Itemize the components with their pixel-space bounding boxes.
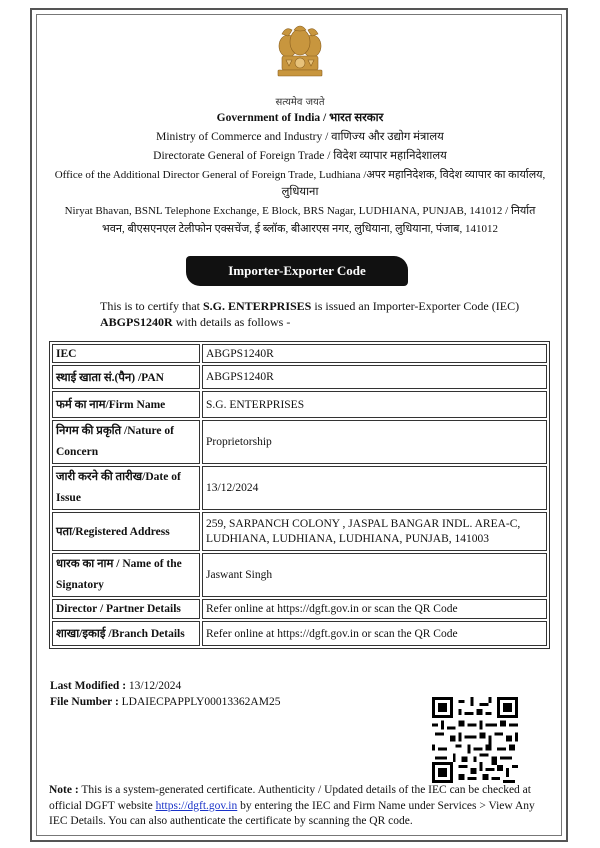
file-meta bbox=[50, 678, 280, 710]
row-label: शाखा/इकाई /Branch Details bbox=[52, 621, 200, 646]
note-section bbox=[49, 783, 549, 830]
table-row bbox=[52, 391, 547, 418]
government-title: Government of India / भारत सरकार bbox=[216, 112, 384, 124]
table-row bbox=[52, 599, 547, 619]
directorate-line: Directorate General of Foreign Trade / विदेश व्यापार महानिदेशालय bbox=[153, 150, 447, 162]
row-label: स्थाई खाता सं.(पैन) /PAN bbox=[52, 365, 200, 389]
office-line-1: Office of the Additional Director General of Foreign Trade, Ludhiana /अपर महानिदेशक, विदेश व्यापार का कार्यालय, bbox=[54, 169, 546, 181]
note-label: Note : bbox=[49, 784, 79, 796]
certify-suffix: with details as follows - bbox=[172, 315, 291, 329]
emblem-motto: सत्यमेव जयते bbox=[275, 97, 325, 108]
row-label: निगम की प्रकृति /Nature of Concern bbox=[52, 420, 200, 464]
table-row bbox=[52, 420, 547, 464]
dgft-website-link[interactable]: https://dgft.gov.in bbox=[155, 799, 238, 812]
details-table bbox=[49, 341, 550, 649]
table-row bbox=[52, 344, 547, 363]
row-value: ABGPS1240R bbox=[202, 365, 547, 389]
note-text-1: This is a system-generated certificate. Authenticity / Updated details of the IEC can be checked at official DGFT website bbox=[49, 784, 531, 812]
row-value: S.G. ENTERPRISES bbox=[202, 391, 547, 418]
file-number: File Number : LDAIECPAPPLY00013362AM25 bbox=[50, 696, 281, 708]
certify-firm: S.G. ENTERPRISES bbox=[202, 299, 312, 313]
note-text-2: by entering the IEC and Firm Name under Services > View Any IEC Details. You can also authenticate the certificate by scanning the QR code. bbox=[49, 799, 535, 827]
row-value: ABGPS1240R bbox=[202, 344, 547, 363]
certify-statement bbox=[100, 298, 530, 330]
row-value: Proprietorship bbox=[202, 420, 547, 464]
row-value: Refer online at https://dgft.gov.in or scan the QR Code bbox=[202, 621, 547, 646]
certify-prefix: This is to certify that bbox=[100, 299, 203, 313]
row-label: Director / Partner Details bbox=[52, 599, 200, 619]
address-line-2: भवन, बीएसएनएल टेलीफोन एक्सचेंज, ई ब्लॉक, बीआरएस नगर, लुधियाना, लुधियाना, पंजाब, 141012 bbox=[102, 223, 498, 235]
last-modified: Last Modified : 13/12/2024 bbox=[50, 680, 182, 692]
ministry-line: Ministry of Commerce and Industry / वाणिज्य और उद्योग मंत्रालय bbox=[156, 131, 444, 143]
certificate-title: Importer-Exporter Code bbox=[186, 256, 408, 286]
row-label: फर्म का नाम/Firm Name bbox=[52, 391, 200, 418]
office-line-2: लुधियाना bbox=[281, 186, 319, 198]
row-value: Jaswant Singh bbox=[202, 553, 547, 597]
address-line-1: Niryat Bhavan, BSNL Telephone Exchange, E Block, BRS Nagar, LUDHIANA, PUNJAB, 141012 / निर्यात bbox=[64, 205, 536, 217]
qr-code-icon[interactable] bbox=[432, 697, 518, 783]
row-value: 13/12/2024 bbox=[202, 466, 547, 510]
table-row bbox=[52, 512, 547, 551]
certify-iec: ABGPS1240R bbox=[100, 315, 173, 329]
table-row bbox=[52, 553, 547, 597]
table-row bbox=[52, 621, 547, 646]
certify-middle: is issued an Importer-Exporter Code (IEC) bbox=[311, 299, 520, 313]
row-label: पता/Registered Address bbox=[52, 512, 200, 551]
row-value: Refer online at https://dgft.gov.in or scan the QR Code bbox=[202, 599, 547, 619]
row-label: जारी करने की तारीख/Date of Issue bbox=[52, 466, 200, 510]
row-label: धारक का नाम / Name of the Signatory bbox=[52, 553, 200, 597]
table-row bbox=[52, 365, 547, 389]
row-value: 259, SARPANCH COLONY , JASPAL BANGAR INDL. AREA-C, LUDHIANA, LUDHIANA, LUDHIANA, PUNJAB, 141003 bbox=[202, 512, 547, 551]
table-row bbox=[52, 466, 547, 510]
row-label: IEC bbox=[52, 344, 200, 363]
